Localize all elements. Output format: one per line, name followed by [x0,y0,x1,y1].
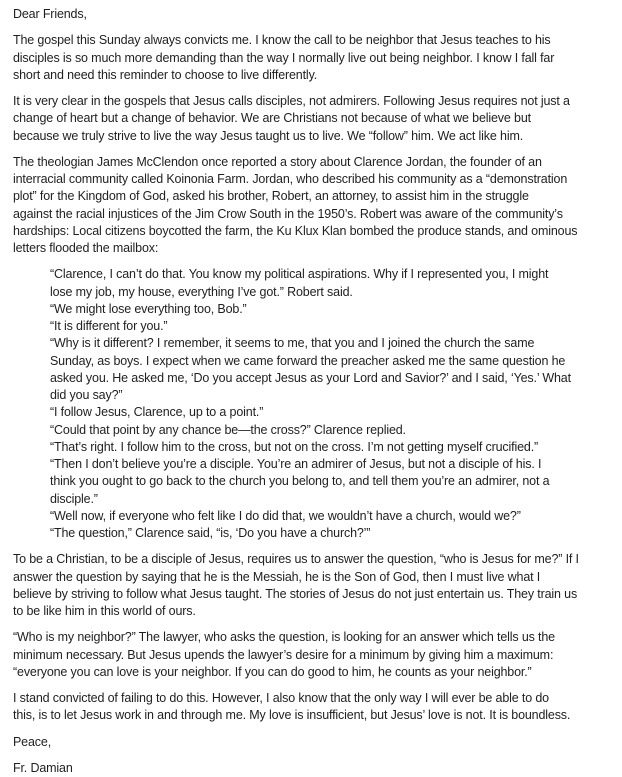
text-line: believe by striving to follow what Jesus taught. The stories of Jesus do not just entertain us. They train us [13,586,578,601]
text-line: “Clarence, I can’t do that. You know my political aspirations. Why if I represented you, I might [50,267,549,282]
text-line: hardships: Local citizens boycotted the farm, the Ku Klux Klan bombed the produce stands, and ominous [13,223,578,238]
text-line: The theologian James McClendon once reported a story about Clarence Jordan, the founder of an [13,154,542,169]
text-line: plot” for the Kingdom of God, asked his brother, Robert, an attorney, to assist him in the struggle [13,189,529,204]
text-line: answer the question by saying that he is the Messiah, he is the Son of God, then I must live what I [13,569,541,584]
text-line: Dear Friends, [13,7,87,21]
text-line: “We might lose everything too, Bob.” [50,301,247,316]
text-line: “That’s right. I follow him to the cross, but not on the cross. I’m not getting myself crucified.” [50,439,539,454]
text-line: “Who is my neighbor?” The lawyer, who asks the question, is looking for an answer which tells us the [13,630,555,645]
text-line: “The question,” Clarence said, “is, ‘Do you have a church?’” [50,526,371,540]
text-line: lose my job, my house, everything I’ve got.” Robert said. [50,284,353,299]
text-line: To be a Christian, to be a disciple of Jesus, requires us to answer the question, “who is Jesus for me?” If I [13,552,579,567]
text-line: think you ought to go back to the church you belong to, and tell them you’re an admirer, not a [50,474,550,489]
text-line: “Well now, if everyone who felt like I do did that, we wouldn’t have a church, would we?” [50,508,521,523]
text-line: letters flooded the mailbox: [13,241,159,255]
text-line: “It is different for you.” [50,319,168,333]
text-line: “Could that point by any chance be—the cross?” Clarence replied. [50,422,406,437]
closing [13,734,610,751]
text-line: to be like him in this world of ours. [13,604,196,618]
text-line: The gospel this Sunday always convicts me. I know the call to be neighbor that Jesus teaches to his [13,33,551,48]
salutation [13,6,610,23]
text-line: Peace, [13,734,52,749]
body-paragraph [13,690,610,725]
text-line: change of heart but a change of behavior. We are Christians not because of what we believe but [13,111,531,126]
text-line: interracial community called Koinonia Farm. Jordan, who described his community as a “demonstration [13,172,568,186]
text-line: against the racial injustices of the Jim Crow South in the 1950’s. Robert was aware of the community’s [13,206,563,221]
text-line: because we truly strive to live the way Jesus taught us to live. We “follow” him. We act like him. [13,128,524,143]
text-line: “Then I don’t believe you’re a disciple. You’re an admirer of Jesus, but not a disciple of his. I [50,457,542,471]
text-line: minimum necessary. But Jesus upends the lawyer’s desire for a minimum by giving him a maximum: [13,647,554,662]
text-line: “Why is it different? I remember, it seems to me, that you and I joined the church the same [50,336,535,351]
body-paragraph [13,32,610,84]
body-paragraph [13,93,610,145]
text-line: did you say?” [50,388,123,402]
text-line: asked you. He asked me, ‘Do you accept Jesus as your Lord and Savior?’ and I said, ‘Yes.’ What [50,370,571,385]
text-line: Sunday, as boys. I expect when we came forward the preacher asked me the same question he [50,353,566,368]
letter-body [13,6,610,777]
text-line: I stand convicted of failing to do this. However, I also know that the only way I will ever be able to do [13,691,549,705]
text-line: “everyone you can love is your neighbor. If you can do good to him, he counts as your neighbor.” [13,664,532,679]
text-line: Fr. Damian [13,760,73,775]
body-paragraph [13,629,610,681]
body-paragraph [13,551,610,620]
text-line: this, is to let Jesus work in and through me. My love is insufficient, but Jesus’ love is not. It is boundless. [13,708,571,723]
text-line: short and need this reminder to choose to live differently. [13,67,318,82]
dialogue-quote [13,266,610,542]
text-line: It is very clear in the gospels that Jesus calls disciples, not admirers. Following Jesus requires not just a [13,94,570,108]
body-paragraph [13,154,610,258]
text-line: “I follow Jesus, Clarence, up to a point.” [50,405,264,420]
text-line: disciple.” [50,491,98,506]
signature [13,760,610,777]
text-line: disciples is so much more demanding than the way I normally live out being neighbor. I know I fall far [13,50,555,65]
